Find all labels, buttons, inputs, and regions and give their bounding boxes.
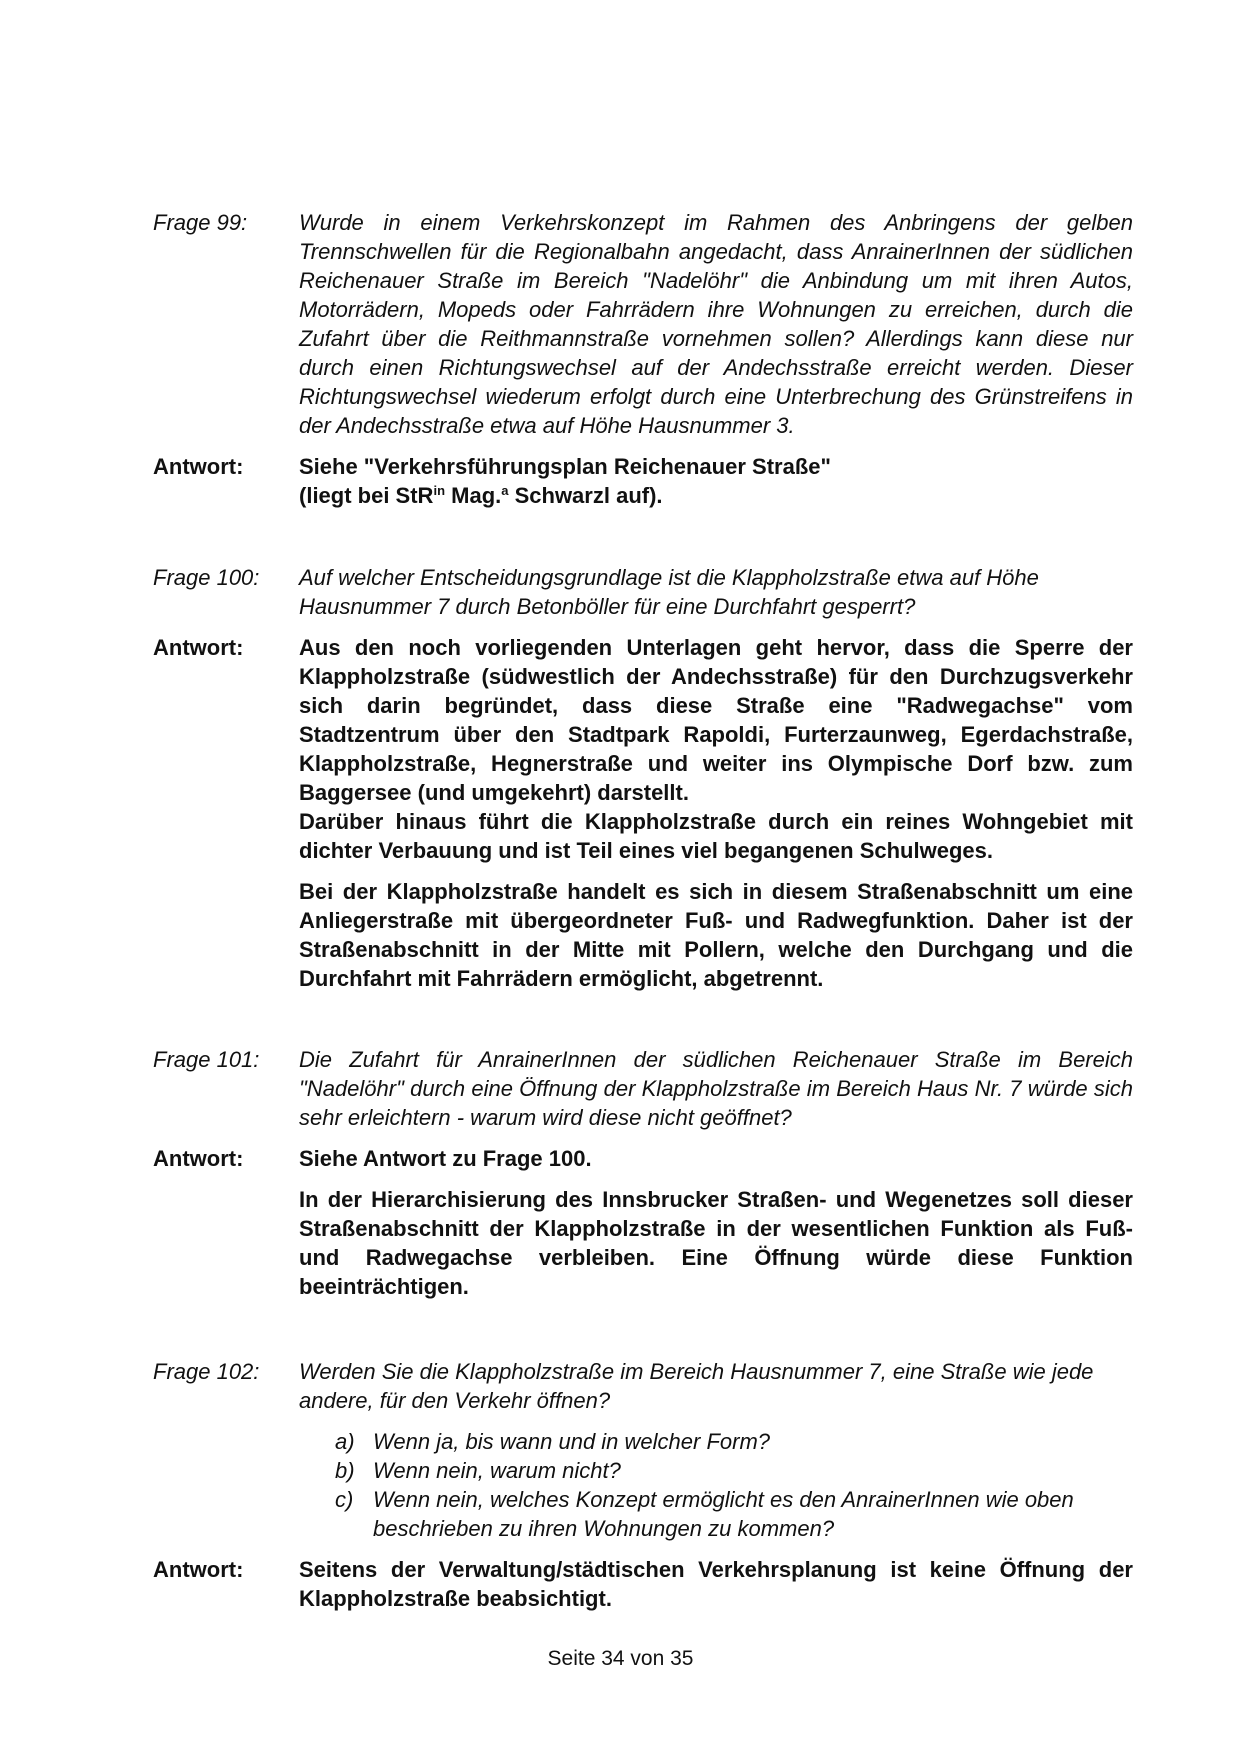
answer-text xyxy=(299,633,1133,993)
question-text: Werden Sie die Klappholzstraße im Bereich Hausnummer 7, eine Straße wie jede andere, für den Verkehr öffnen? xyxy=(299,1359,1094,1413)
answer-line xyxy=(299,481,1133,510)
question-row xyxy=(153,208,1133,440)
question-label: Frage 99: xyxy=(153,210,248,235)
superscript: a xyxy=(501,483,509,498)
question-label: Frage 102: xyxy=(153,1359,260,1384)
list-item-text: Wenn nein, warum nicht? xyxy=(373,1458,621,1483)
answer-fragment: (liegt bei StR xyxy=(299,483,434,508)
answer-paragraph: Aus den noch vorliegenden Unterlagen geht hervor, dass die Sperre der Klappholzstraße (südwestlich der Andechsstraße) für den Durchzugsverkehr sich darin begründet, dass diese Straße eine "Radwegachse" vom Stadtzentrum über den Stadtpark Rapoldi, Furterzaunweg, Egerdachstraße, Klappholzstraße, Hegnerstraße und weiter ins Olympische Dorf bzw. zum Baggersee (und umgekehrt) darstellt. xyxy=(299,635,1133,805)
qa-block-101 xyxy=(153,1045,1133,1301)
question-row xyxy=(153,1045,1133,1132)
list-item-text: Wenn ja, bis wann und in welcher Form? xyxy=(373,1429,771,1454)
answer-row xyxy=(153,633,1133,993)
question-text: Auf welcher Entscheidungsgrundlage ist die Klappholzstraße etwa auf Höhe Hausnummer 7 durch Betonböller für eine Durchfahrt gesperrt? xyxy=(299,565,1039,619)
qa-block-99 xyxy=(153,208,1133,510)
answer-label: Antwort: xyxy=(153,1146,244,1171)
list-item-text: Wenn nein, welches Konzept ermöglicht es den AnrainerInnen wie oben beschrieben zu ihren Wohnungen zu kommen? xyxy=(373,1487,1074,1541)
question-label: Frage 101: xyxy=(153,1047,260,1072)
qa-block-102 xyxy=(153,1357,1133,1613)
question-row xyxy=(153,1357,1133,1543)
answer-text xyxy=(299,452,1133,510)
answer-row xyxy=(153,452,1133,510)
qa-block-100 xyxy=(153,563,1133,993)
answer-label: Antwort: xyxy=(153,1557,244,1582)
answer-paragraph: In der Hierarchisierung des Innsbrucker Straßen- und Wegenetzes soll dieser Straßenabschnitt der Klappholzstraße in der wesentlichen Funktion als Fuß- und Radwegachse verbleiben. Eine Öffnung würde diese Funktion beeinträchtigen. xyxy=(299,1187,1133,1299)
answer-text: Seitens der Verwaltung/städtischen Verkehrsplanung ist keine Öffnung der Klappholzstraße beabsichtigt. xyxy=(299,1557,1133,1611)
answer-row xyxy=(153,1555,1133,1613)
question-text: Wurde in einem Verkehrskonzept im Rahmen des Anbringens der gelben Trennschwellen für die Regionalbahn angedacht, dass AnrainerInnen der südlichen Reichenauer Straße im Bereich "Nadelöhr" die Anbindung um mit ihren Autos, Motorrädern, Mopeds oder Fahrrädern ihre Wohnungen zu erreichen, durch die Zufahrt über die Reithmannstraße vornehmen sollen? Allerdings kann diese nur durch einen Richtungswechsel auf der Andechsstraße erreicht werden. Dieser Richtungswechsel wiederum erfolgt durch eine Unterbrechung des Grünstreifens in der Andechsstraße etwa auf Höhe Hausnummer 3. xyxy=(299,210,1133,438)
list-marker: b) xyxy=(335,1458,355,1483)
answer-line: Siehe "Verkehrsführungsplan Reichenauer Straße" xyxy=(299,454,831,479)
question-content xyxy=(299,1357,1133,1543)
list-item xyxy=(299,1456,1133,1485)
list-marker: a) xyxy=(335,1429,355,1454)
question-row xyxy=(153,563,1133,621)
answer-fragment: Schwarzl auf). xyxy=(508,483,663,508)
answer-paragraph: Siehe Antwort zu Frage 100. xyxy=(299,1146,592,1171)
answer-fragment: Mag. xyxy=(445,483,502,508)
question-label: Frage 100: xyxy=(153,565,260,590)
answer-paragraph: Bei der Klappholzstraße handelt es sich in diesem Straßenabschnitt um eine Anliegerstraße mit übergeordneter Fuß- und Radwegfunktion. Daher ist der Straßenabschnitt in der Mitte mit Pollern, welche den Durchgang und die Durchfahrt mit Fahrrädern ermöglicht, abgetrennt. xyxy=(299,879,1133,991)
answer-label: Antwort: xyxy=(153,454,244,479)
page-footer: Seite 34 von 35 xyxy=(547,1647,694,1670)
answer-row xyxy=(153,1144,1133,1301)
list-item xyxy=(299,1485,1133,1543)
list-item xyxy=(299,1427,1133,1456)
answer-paragraph: Darüber hinaus führt die Klappholzstraße durch ein reines Wohngebiet mit dichter Verbauung und ist Teil eines viel begangenen Schulweges. xyxy=(299,809,1133,863)
answer-text xyxy=(299,1144,1133,1301)
question-text: Die Zufahrt für AnrainerInnen der südlichen Reichenauer Straße im Bereich "Nadelöhr" durch eine Öffnung der Klappholzstraße im Bereich Haus Nr. 7 würde sich sehr erleichtern - warum wird diese nicht geöffnet? xyxy=(299,1047,1133,1130)
question-sublist xyxy=(299,1427,1133,1543)
list-marker: c) xyxy=(335,1487,354,1512)
superscript: in xyxy=(433,483,446,498)
answer-label: Antwort: xyxy=(153,635,244,660)
